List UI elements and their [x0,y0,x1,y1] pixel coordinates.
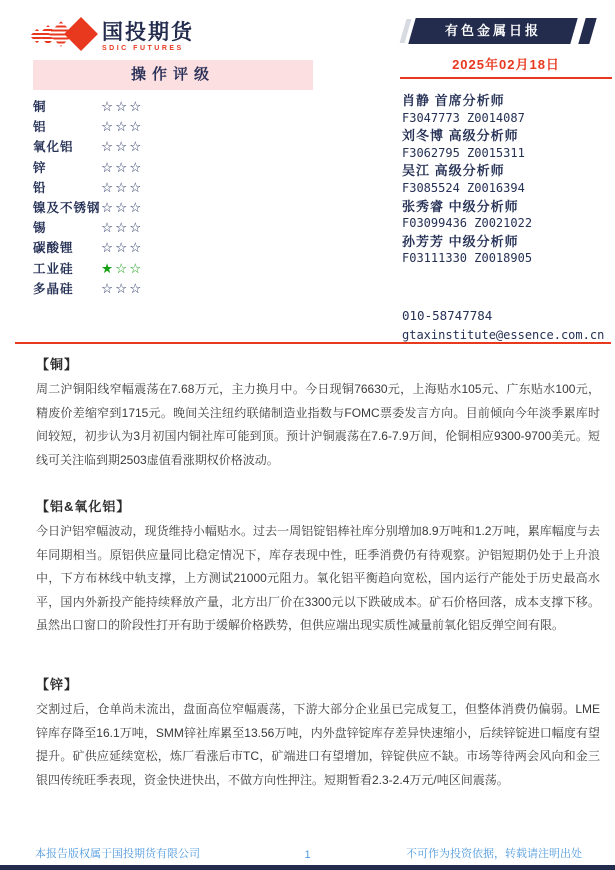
rating-stars: ☆☆☆ [101,220,144,236]
rating-row [33,259,313,279]
rating-row [33,238,313,258]
company-logo [30,16,194,56]
company-name-cn: 国投期货 [102,21,194,44]
rating-label: 碳酸锂 [33,241,74,256]
rating-label: 镍及不锈钢 [33,200,101,215]
analysts-panel [402,92,614,342]
analyst-codes: F3047773 Z0014087 [402,110,525,125]
company-name-en: SDIC FUTURES [102,45,184,52]
section-body: 交割过后，仓单尚未流出，盘面高位窄幅震荡，下游大部分企业虽已完成复工，但整体消费仍偏弱。LME锌库存降至16.1万吨，SMM锌社库累至13.56万吨，内外盘锌锭库存差异快速缩小，后续锌锭进口幅度有望提升。矿供应延续宽松，炼厂看涨后市TC，矿端进口有望增加，锌锭供应不缺。市场等待两会风向和金三银四传统旺季表现，资金快进快出，不做方向性押注。短期暂看2.3-2.4万元/吨区间震荡。 [36,702,600,787]
analyst-codes: F3085524 Z0016394 [402,180,525,195]
banner-tail-decoration [578,18,596,44]
contact-block [402,304,614,342]
analyst-codes: F03111330 Z0018905 [402,251,533,266]
rating-label: 铅 [33,180,47,195]
analyst-name: 肖静 首席分析师 [402,93,505,108]
rating-row [33,158,313,178]
rating-label: 氧化铝 [33,140,74,155]
rating-stars: ☆☆☆ [101,99,144,114]
rating-row [33,117,313,137]
section-heading: 【铝&氧化铝】 [36,499,131,514]
analyst-codes: F3062795 Z0015311 [402,145,525,160]
report-title: 有色金属日报 [444,23,541,38]
banner-band [400,18,612,44]
report-date: 2025年02月18日 [452,57,560,72]
rating-label: 锌 [33,160,47,175]
analyst-codes: F03099436 Z0021022 [402,216,533,231]
contact-email-link[interactable]: gtaxinstitute@essence.com.cn [402,327,605,342]
diamond-icon [64,17,98,51]
contact-phone: 010-58747784 [402,307,493,323]
header-divider [15,342,611,344]
rating-stars: ☆☆☆ [101,240,144,256]
rating-label: 多晶硅 [33,281,74,296]
section-copper [36,352,600,472]
ratings-title: 操作评级 [33,60,313,90]
rating-stars: ☆☆☆ [101,139,144,155]
rating-stars: ☆☆☆ [101,199,144,215]
rating-stars: ☆☆☆ [101,159,144,175]
analyst-name: 孙芳芳 中级分析师 [402,233,519,249]
rating-row [33,97,313,117]
section-heading: 【铜】 [36,357,79,372]
section-heading: 【锌】 [36,677,79,692]
analyst-name: 吴江 高级分析师 [402,163,505,179]
section-body: 今日沪铝窄幅波动，现货维持小幅贴水。过去一周铝锭铝棒社库分别增加8.9万吨和1.2万吨，累库幅度与去年同期相当。原铝供应量同比稳定情况下，库存表现中性，旺季消费仍有待观察。沪铝短期仍处于上升浪中，下方布林线中轨支撑，上方测试21000元阻力。氧化铝平衡趋向宽松，国内运行产能处于历史最高水平，国内外新投产能持续释放产量，北方出厂价在3300元以下跌破成本。矿石价格回落，成本支撑下移。虽然出口窗口的阶段性打开有助于缓解价格跌势，但供应端出现实质性减量前氧化铝反弹空间有限。 [36,524,600,632]
rating-row [33,218,313,238]
section-zinc [36,672,600,792]
rating-row [33,279,313,299]
rating-label: 锡 [33,221,47,236]
footer-copyright: 本报告版权属于国投期货有限公司 [35,848,200,860]
rating-label: 铝 [33,120,47,135]
rating-row [33,198,313,218]
report-banner [400,18,612,79]
rating-row [33,178,313,198]
ratings-list [33,97,313,299]
rating-label: 工业硅 [33,261,74,276]
logo-text [102,16,194,56]
date-underline [400,77,612,79]
logo-diamonds-icon [30,16,96,56]
footer-disclaimer: 不可作为投资依据，转载请注明出处 [406,848,582,860]
footer-bar [0,865,615,870]
rating-stars: ☆☆☆ [101,179,144,195]
analyst-name: 张秀睿 中级分析师 [402,198,519,214]
rating-stars: ☆☆☆ [101,280,144,296]
rating-stars: ★☆☆ [101,260,144,276]
footer-page-number: 1 [304,849,311,861]
rating-stars: ☆☆☆ [101,119,144,135]
rating-label: 铜 [33,100,47,114]
analyst-name: 刘冬博 高级分析师 [402,128,519,144]
section-aluminum-alumina [36,494,600,638]
ratings-panel [33,60,313,299]
section-body: 周二沪铜阳线窄幅震荡在7.68万元，主力换月中。今日现铜76630元，上海贴水105元、广东贴水100元，精废价差缩窄到1715元。晚间关注纽约联储制造业指数与FOMC票委发言方向。目前倾向今年淡季累库时间较短，初步认为3月初国内铜社库可能到顶。预计沪铜震荡在7.6-7.9万间，伦铜相应9300-9700美元。短线可关注临到期2503虚值看涨期权价格波动。 [36,382,600,467]
rating-row [33,137,313,157]
